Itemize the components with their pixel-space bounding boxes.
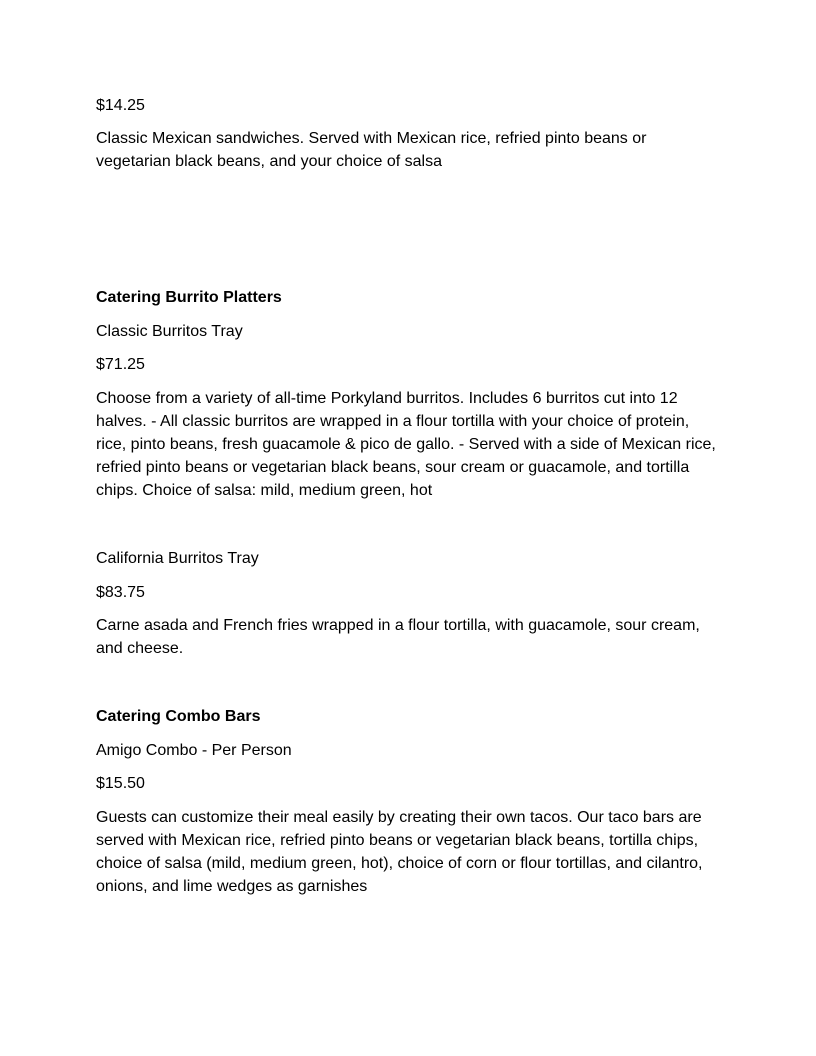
item-price-classic-burritos-tray: $71.25: [96, 356, 145, 373]
intro-description-line: vegetarian black beans, and your choice of salsa: [96, 153, 442, 170]
item-price-amigo-combo: $15.50: [96, 775, 145, 792]
item-price-california-burritos-tray: $83.75: [96, 584, 145, 601]
description-line: Guests can customize their meal easily by creating their own tacos. Our taco bars are: [96, 809, 702, 826]
description-line: choice of salsa (mild, medium green, hot), choice of corn or flour tortillas, and cilantro,: [96, 855, 703, 872]
item-name-classic-burritos-tray: Classic Burritos Tray: [96, 323, 243, 340]
description-line: Carne asada and French fries wrapped in a flour tortilla, with guacamole, sour cream,: [96, 617, 700, 634]
description-line: and cheese.: [96, 640, 184, 657]
item-name-amigo-combo: Amigo Combo - Per Person: [96, 742, 292, 759]
intro-price: $14.25: [96, 97, 145, 114]
description-line: Choose from a variety of all-time Porkyland burritos. Includes 6 burritos cut into 12: [96, 390, 678, 407]
description-line: served with Mexican rice, refried pinto beans or vegetarian black beans, tortilla chips,: [96, 832, 699, 849]
section-heading-burrito-platters: Catering Burrito Platters: [96, 289, 282, 306]
intro-description: [96, 127, 646, 173]
description-line: onions, and lime wedges as garnishes: [96, 878, 368, 895]
description-line: refried pinto beans or vegetarian black beans, sour cream or guacamole, and tortilla: [96, 459, 690, 476]
item-description-amigo-combo: [96, 806, 703, 898]
description-line: chips. Choice of salsa: mild, medium green, hot: [96, 482, 433, 499]
section-heading-combo-bars: Catering Combo Bars: [96, 708, 261, 725]
item-description-classic-burritos-tray: [96, 387, 716, 502]
intro-description-line: Classic Mexican sandwiches. Served with Mexican rice, refried pinto beans or: [96, 130, 647, 147]
description-line: rice, pinto beans, fresh guacamole & pico de gallo. - Served with a side of Mexican rice,: [96, 436, 716, 453]
description-line: halves. - All classic burritos are wrapped in a flour tortilla with your choice of protein,: [96, 413, 690, 430]
item-description-california-burritos-tray: [96, 614, 700, 660]
item-name-california-burritos-tray: California Burritos Tray: [96, 550, 259, 567]
